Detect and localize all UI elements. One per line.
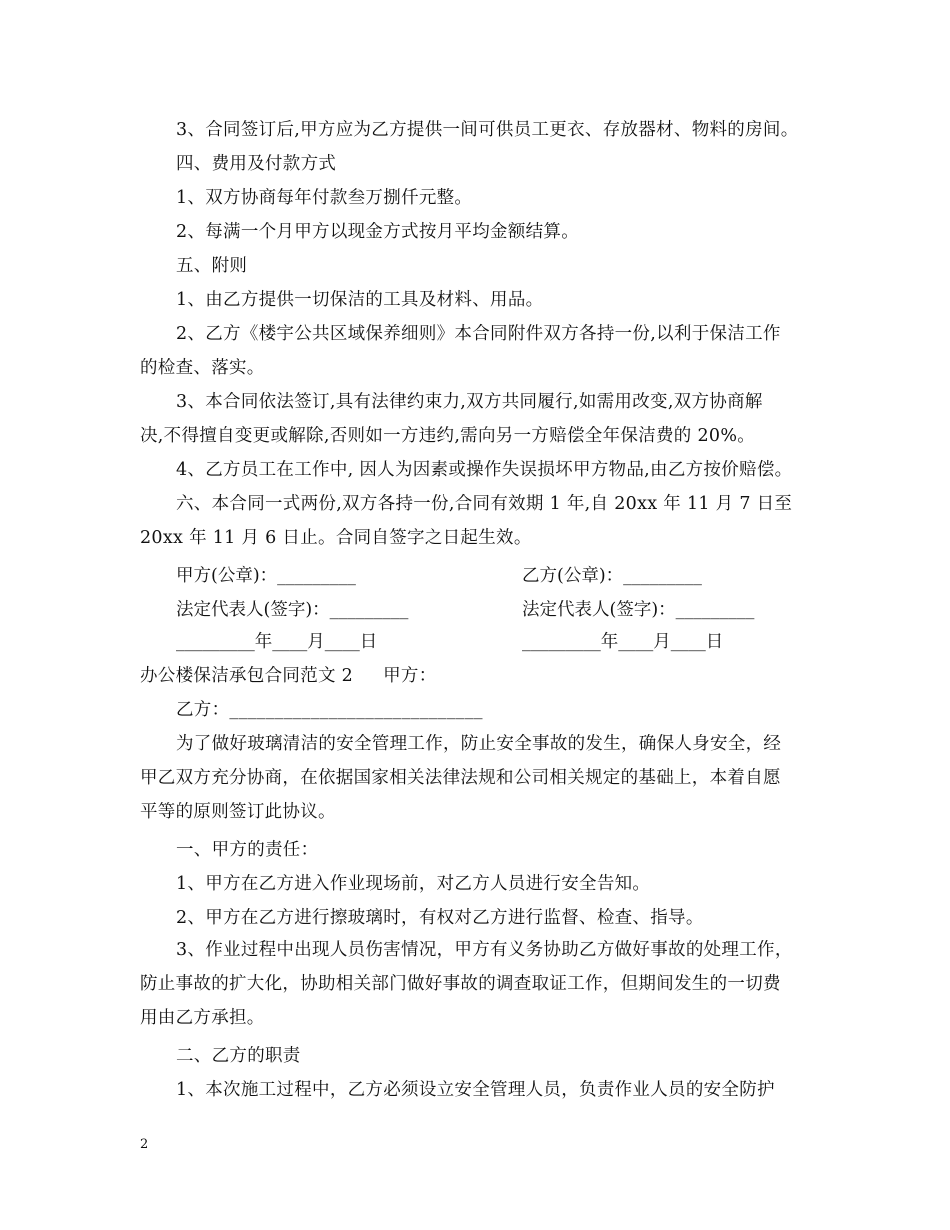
- party-a-representative-field: 法定代表人(签字)：_________: [176, 600, 409, 620]
- contract2-title-line: [140, 664, 437, 688]
- section-heading: 四、费用及付款方式: [176, 154, 337, 174]
- contract2-party-b: 乙方：____________________________: [176, 700, 483, 720]
- paragraph-line: 2、每满一个月甲方以现金方式按月平均金额结算。: [176, 222, 580, 242]
- section-heading: 五、附则: [176, 256, 248, 276]
- party-b-representative-field: 法定代表人(签字)：_________: [522, 600, 755, 620]
- section-heading: 一、甲方的责任：: [176, 840, 319, 860]
- paragraph-line: 1、甲方在乙方进入作业现场前，对乙方人员进行安全告知。: [176, 874, 651, 894]
- paragraph-line: 3、合同签订后,甲方应为乙方提供一间可供员工更衣、存放器材、物料的房间。: [176, 120, 799, 140]
- paragraph-line: 4、乙方员工在工作中, 因人为因素或操作失误损坏甲方物品,由乙方按价赔偿。: [176, 460, 793, 480]
- paragraph-line: 决,不得擅自变更或解除,否则如一方违约,需向另一方赔偿全年保洁费的 20%。: [140, 426, 756, 446]
- paragraph-line: 2、乙方《楼宇公共区域保养细则》本合同附件双方各持一份,以利于保洁工作: [176, 324, 781, 344]
- paragraph-line: 20xx 年 11 月 6 日止。合同自签字之日起生效。: [140, 528, 532, 548]
- paragraph-line: 六、本合同一式两份,双方各持一份,合同有效期 1 年,自 20xx 年 11 月 7 日至: [176, 494, 793, 514]
- contract2-title: 办公楼保洁承包合同范文 2: [140, 666, 354, 686]
- contract2-party-a: 甲方：: [383, 666, 437, 686]
- paragraph-line: 2、甲方在乙方进行擦玻璃时，有权对乙方进行监督、检查、指导。: [176, 908, 704, 928]
- party-a-date-field: _________年____月____日: [176, 632, 378, 652]
- party-b-seal-field: 乙方(公章)：_________: [522, 566, 702, 586]
- paragraph-line: 的检查、落实。: [140, 358, 265, 378]
- paragraph-line: 为了做好玻璃清洁的安全管理工作，防止安全事故的发生，确保人身安全，经: [176, 734, 782, 754]
- paragraph-line: 防止事故的扩大化，协助相关部门做好事故的调查取证工作，但期间发生的一切费: [140, 974, 781, 994]
- party-b-date-field: _________年____月____日: [522, 632, 724, 652]
- page-number: 2: [140, 1137, 149, 1152]
- paragraph-line: 3、本合同依法签订,具有法律约束力,双方共同履行,如需用改变,双方协商解: [176, 392, 763, 412]
- paragraph-line: 甲乙双方充分协商，在依据国家相关法律法规和公司相关规定的基础上，本着自愿: [140, 768, 781, 788]
- party-a-seal-field: 甲方(公章)：_________: [176, 566, 356, 586]
- section-heading: 二、乙方的职责: [176, 1046, 301, 1066]
- paragraph-line: 用由乙方承担。: [140, 1008, 265, 1028]
- paragraph-line: 1、本次施工过程中，乙方必须设立安全管理人员，负责作业人员的安全防护: [176, 1080, 775, 1100]
- paragraph-line: 1、由乙方提供一切保洁的工具及材料、用品。: [176, 290, 544, 310]
- paragraph-line: 1、双方协商每年付款叁万捌仟元整。: [176, 188, 473, 208]
- paragraph-line: 平等的原则签订此协议。: [140, 802, 336, 822]
- paragraph-line: 3、作业过程中出现人员伤害情况，甲方有义务协助乙方做好事故的处理工作，: [176, 940, 793, 960]
